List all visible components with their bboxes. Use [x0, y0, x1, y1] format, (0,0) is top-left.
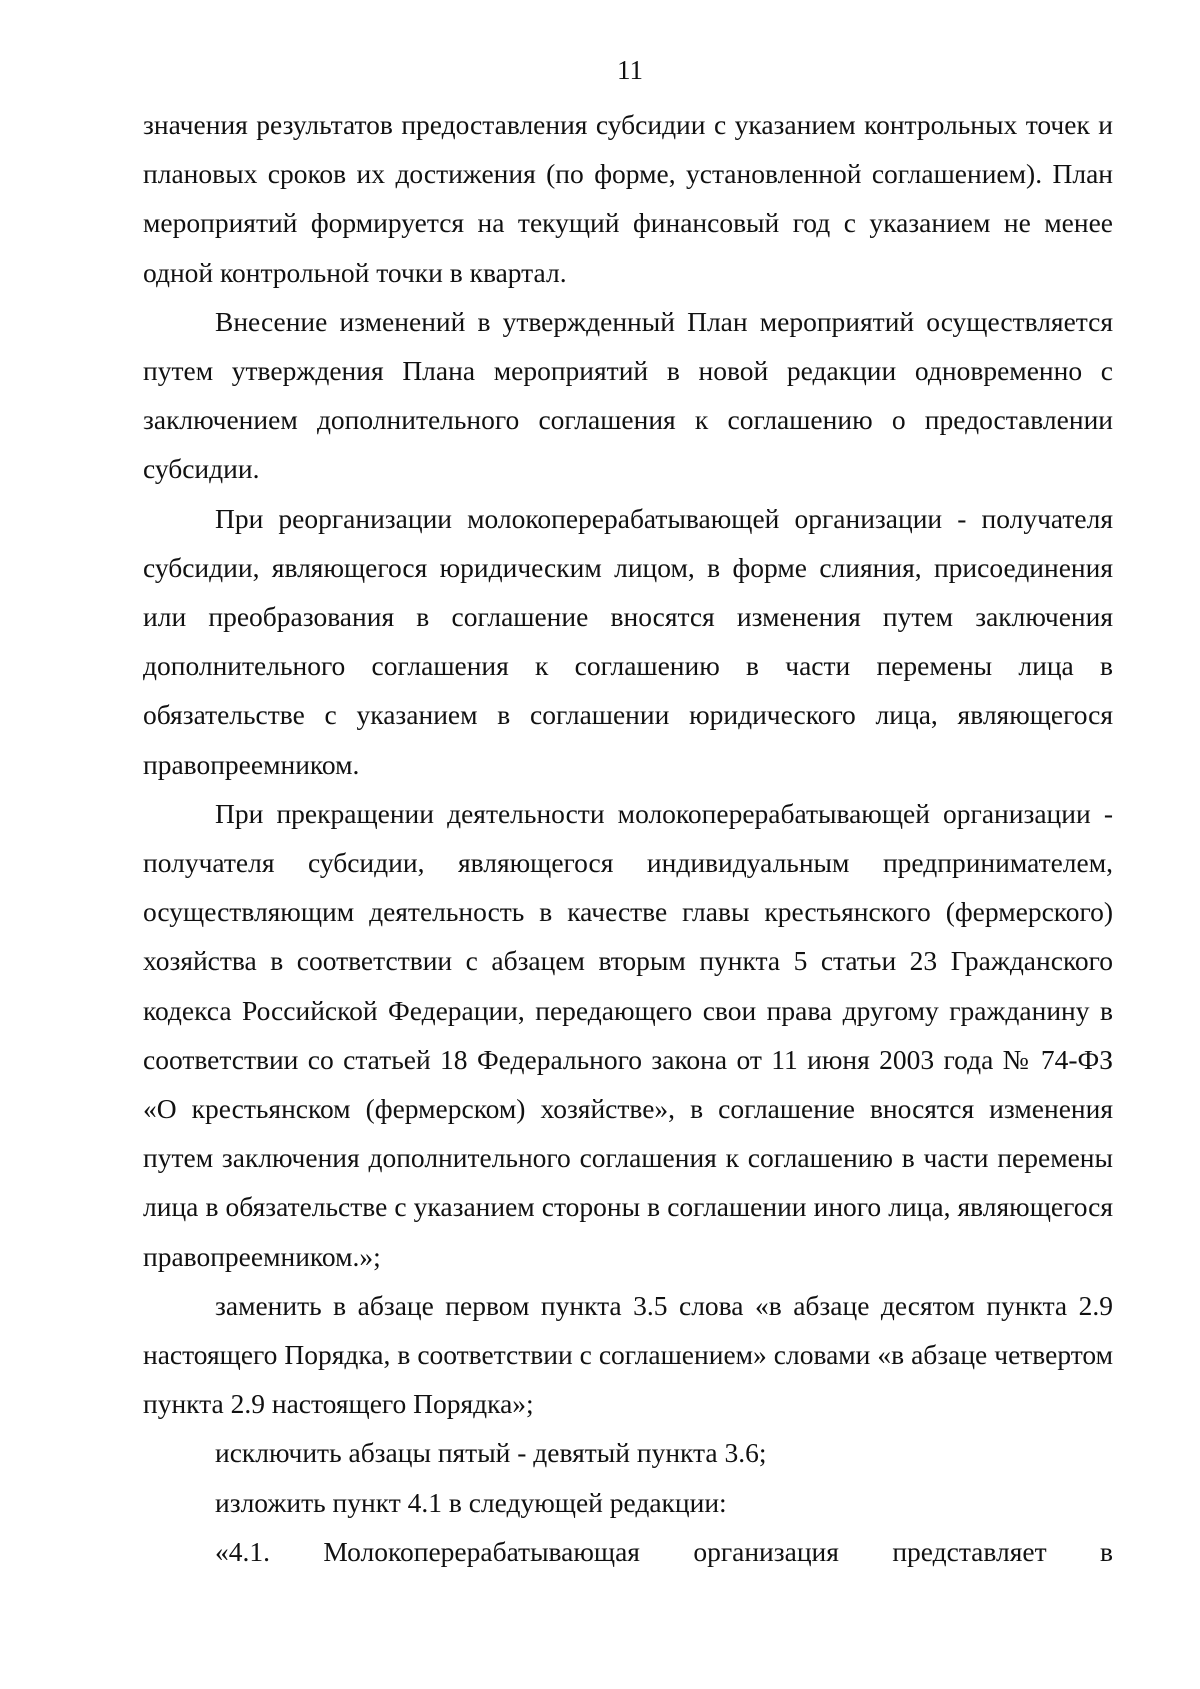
paragraph-reorganization: При реорганизации молокоперерабатывающей организации - получателя субсидии, являющегося юридическим лицом, в форме слияния, присоединения или преобразования в соглашение вносятся изменения путем заключения дополнительного соглашения к соглашению в части перемены лица в обязательстве с указанием в соглашении юридического лица, являющегося правопреемником. — [143, 502, 1113, 780]
paragraph-clause-4-1: «4.1. Молокоперерабатывающая организация представляет в — [215, 1535, 1113, 1567]
document-body — [143, 100, 1113, 1576]
paragraph-termination: При прекращении деятельности молокоперерабатывающей организации - получателя субсидии, являющегося индивидуальным предпринимателем, осуществляющим деятельность в качестве главы крестьянского (фермерского) хозяйства в соответствии с абзацем вторым пункта 5 статьи 23 Гражданского кодекса Российской Федерации, передающего свои права другому гражданину в соответствии со статьей 18 Федерального закона от 11 июня 2003 года № 74-ФЗ «О крестьянском (фермерском) хозяйстве», в соглашение вносятся изменения путем заключения дополнительного соглашения к соглашению в части перемены лица в обязательстве с указанием стороны в соглашении иного лица, являющегося правопреемником.»; — [143, 797, 1113, 1272]
paragraph-plan-results: значения результатов предоставления субсидии с указанием контрольных точек и плановых сроков их достижения (по форме, установленной соглашением). План мероприятий формируется на текущий финансовый год с указанием не менее одной контрольной точки в квартал. — [143, 109, 1113, 288]
paragraph-amend-3-5: заменить в абзаце первом пункта 3.5 слова «в абзаце десятом пункта 2.9 настоящего Порядка, в соответствии с соглашением» словами «в абзаце четвертом пункта 2.9 настоящего Порядка»; — [143, 1289, 1113, 1420]
paragraph-exclude-3-6: исключить абзацы пятый - девятый пункта 3.6; — [215, 1437, 767, 1469]
paragraph-restate-4-1: изложить пункт 4.1 в следующей редакции: — [215, 1486, 727, 1518]
page-number: 11 — [617, 55, 643, 85]
paragraph-plan-changes: Внесение изменений в утвержденный План мероприятий осуществляется путем утверждения Плана мероприятий в новой редакции одновременно с заключением дополнительного соглашения к соглашению о предоставлении субсидии. — [143, 305, 1113, 485]
